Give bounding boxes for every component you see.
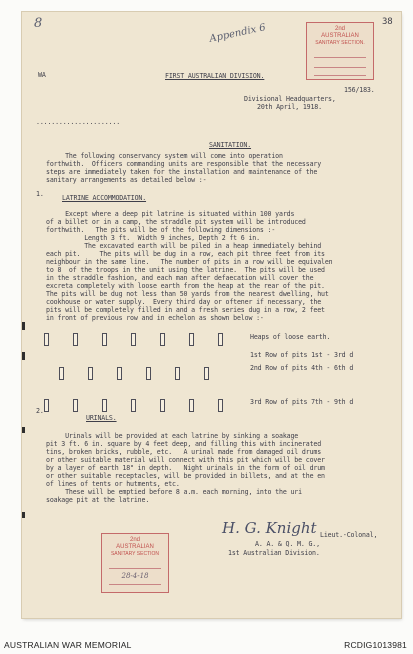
- section-1-line: excreta completely with loose earth from the heap at the rear of the pit.: [46, 282, 325, 290]
- binding-mark: [22, 322, 25, 330]
- subject-heading: SANITATION.: [209, 141, 252, 149]
- stamp-line-2: AUSTRALIAN: [116, 544, 154, 550]
- section-1-line: of a billet or in a camp, the straddle pit system will be introduced: [46, 218, 306, 226]
- signature-scrawl: H. G. Knight: [222, 519, 317, 537]
- pit-row-3-f: [189, 399, 194, 412]
- diagram-label-row-2: 2nd Row of pits 4th - 6th d: [250, 364, 354, 372]
- section-1-line: Except where a deep pit latrine is situated within 100 yards: [46, 210, 295, 218]
- pit-row-1-b: [73, 333, 78, 346]
- binding-mark: [22, 512, 25, 518]
- body-line: steps are immediately taken for the installation and maintenance of the: [46, 168, 318, 176]
- sanitary-section-stamp-bottom: [101, 533, 169, 593]
- section-2-line: These will be emptied before 8 a.m. each morning, into the uri: [46, 488, 302, 496]
- binding-mark: [22, 352, 25, 360]
- pit-row-3-b: [73, 399, 78, 412]
- ref-number: 156/183.: [344, 86, 375, 94]
- pit-row-1-a: [44, 333, 49, 346]
- diagram-label-row-3: 3rd Row of pits 7th - 9th d: [250, 398, 354, 406]
- footer-record-id: RCDIG1013981: [344, 640, 407, 650]
- pit-row-2-c: [117, 367, 122, 380]
- body-line: sanitary arrangements as detailed below :-: [46, 176, 207, 184]
- section-2-line: tins, broken bricks, rubble, etc. A urinal made from damaged oil drums: [46, 448, 322, 456]
- sanitary-section-stamp-top: [306, 22, 374, 80]
- stamp-blank-line: [314, 67, 366, 68]
- hq-line: Divisional Headquarters,: [244, 95, 336, 103]
- stamp-line-3: SANITARY SECTION: [110, 551, 160, 557]
- section-1-line: Length 3 ft. Width 9 inches, Depth 2 ft 6 in.: [46, 234, 260, 242]
- page-number: 38: [382, 17, 393, 27]
- section-1-line: neighbour in the same line. The number of pits in a row will be equivalen: [46, 258, 333, 266]
- section-2-line: or other suitable receptacles, will be provided in billets, and at the en: [46, 472, 325, 480]
- section-2-number: 2.: [36, 407, 44, 415]
- section-1-line: in the straddle fashion, and each man after defaecation will cover the: [46, 274, 314, 282]
- stamp-line-1: 2nd: [334, 26, 345, 32]
- pit-row-1-d: [131, 333, 136, 346]
- handwritten-appendix-note: Appendix 6: [208, 22, 267, 45]
- section-1-line: pits will be completely filled in and a fresh series dug in a row, 2 feet: [46, 306, 325, 314]
- pit-row-3-c: [102, 399, 107, 412]
- stamp-date: 28-4-18: [121, 572, 149, 580]
- section-1-heading: LATRINE ACCOMMODATION.: [62, 194, 147, 202]
- stamp-line-2: AUSTRALIAN: [321, 33, 359, 39]
- body-line: The following conservancy system will come into operation: [46, 152, 283, 160]
- pit-row-1-c: [102, 333, 107, 346]
- section-1-line: The pits will be dug not less than 50 yards from the nearest dwelling, hut: [46, 290, 329, 298]
- section-2-line: Urinals will be provided at each latrine by sinking a soakage: [46, 432, 299, 440]
- footer-archive-name: AUSTRALIAN WAR MEMORIAL: [4, 640, 132, 650]
- pit-row-1-e: [160, 333, 165, 346]
- section-1-line: cookhouse or water supply. Every third day or oftener if necessary, the: [46, 298, 322, 306]
- section-1-line: each pit. The pits will be dug in a row, each pit three feet from its: [46, 250, 325, 258]
- pit-row-2-b: [88, 367, 93, 380]
- signature-division: 1st Australian Division.: [228, 549, 320, 557]
- ref-left: WA: [38, 71, 46, 79]
- section-2-line: by a layer of earth 18" in depth. Night urinals in the form of oil drum: [46, 464, 325, 472]
- pit-row-1-f: [189, 333, 194, 346]
- stamp-line-1: 2nd: [129, 537, 140, 543]
- pit-row-1-g: [218, 333, 223, 346]
- section-2-line: of lines of tents or hutments, etc.: [46, 480, 180, 488]
- stamp-blank-line: [109, 584, 161, 585]
- section-2-line: soakage pit at the latrine.: [46, 496, 150, 504]
- addressee-dots: ......................: [36, 118, 121, 126]
- pit-row-3-a: [44, 399, 49, 412]
- division-title: FIRST AUSTRALIAN DIVISION.: [165, 72, 265, 80]
- pit-row-2-f: [204, 367, 209, 380]
- date-line: 20th April, 1918.: [257, 103, 322, 111]
- pit-row-2-d: [146, 367, 151, 380]
- stamp-blank-line: [109, 568, 161, 569]
- stamp-line-3: SANITARY SECTION.: [315, 40, 365, 46]
- diagram-label-row-1: 1st Row of pits 1st - 3rd d: [250, 351, 354, 359]
- section-2-heading: URINALS.: [86, 414, 117, 422]
- section-1-line: forthwith. The pits will be of the following dimensions :-: [46, 226, 276, 234]
- section-1-line: The excavated earth will be piled in a heap immediately behind: [46, 242, 322, 250]
- stamp-blank-line: [314, 75, 366, 76]
- body-line: forthwith. Officers commanding units are responsible that the necessary: [46, 160, 322, 168]
- pit-row-2-e: [175, 367, 180, 380]
- section-1-number: 1.: [36, 190, 44, 198]
- signature-title: A. A. & Q. M. G.,: [255, 540, 320, 548]
- pit-row-3-e: [160, 399, 165, 412]
- pit-row-2-a: [59, 367, 64, 380]
- pit-row-3-d: [131, 399, 136, 412]
- diagram-label-heaps: Heaps of loose earth.: [250, 333, 331, 341]
- section-1-line: to 8 of the troops in the unit using the latrine. The pits will be used: [46, 266, 325, 274]
- section-2-line: pit 3 ft. 6 in. square by 4 feet deep, and filling this with incinerated: [46, 440, 322, 448]
- binding-mark: [22, 427, 25, 433]
- stamp-blank-line: [314, 57, 366, 58]
- section-1-line: in front of previous row and in echelon as shown below :-: [46, 314, 264, 322]
- pit-row-3-g: [218, 399, 223, 412]
- section-2-line: or other suitable material will connect with this pit which will be cover: [46, 456, 325, 464]
- signature-rank: Lieut.-Colonal,: [320, 531, 378, 539]
- handwritten-number: 8: [34, 16, 43, 31]
